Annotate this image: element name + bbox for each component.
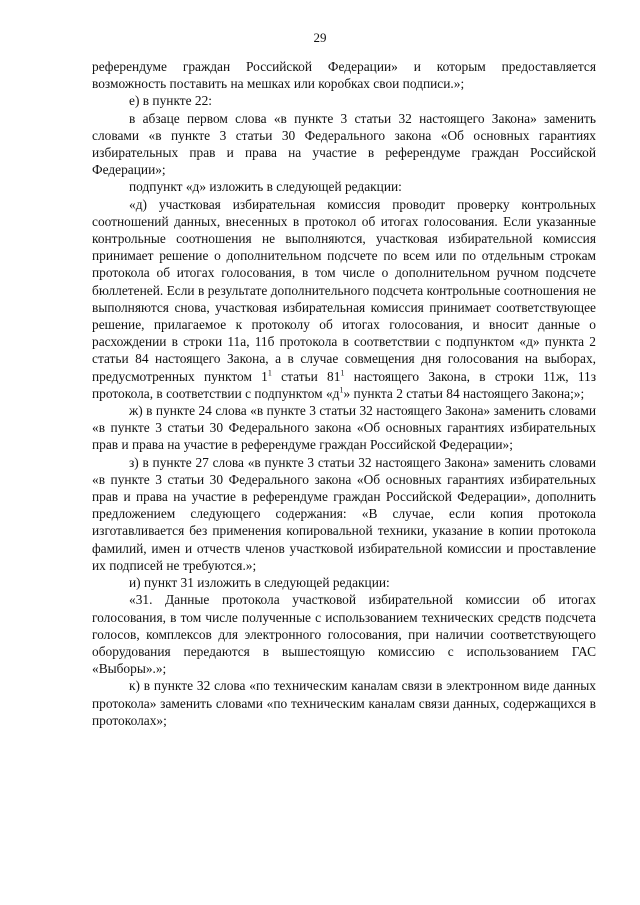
superscript: 1 (340, 368, 345, 378)
paragraph (92, 591, 596, 677)
paragraph (92, 92, 596, 109)
text-run: и) пункт 31 изложить в следующей редакции: (129, 575, 390, 591)
superscript: 1 (267, 368, 272, 378)
text-run: «д) участковая избирательная комиссия проводит проверку контрольных соотношений данных, внесенных в протокол об итогах голосования. Если указанные контрольные соотношения не выполняются, участковая избирательной комиссия принимает решение о дополнительном подсчете по всем или по отдельным строкам протокола об итогах голосования, в том числе о дополнительном ручном подсчете бюллетеней. Если в результате дополнительного подсчета контрольные соотношения не выполняются снова, участковая избирательная комиссия принимает соответствующее решение, прилагаемое к протоколу об итогах голосования, и вносит данные о расхождении в строки 11а, 11б протокола в соответствии с подпунктом «д» пункта 2 статьи 84 настоящего Закона, а в случае совмещения дня голосования на выборах, предусмотренных пунктом 1 (92, 196, 596, 384)
text-run: ж) в пункте 24 слова «в пункте 3 статьи 32 настоящего Закона» заменить словами «в пункте 3 статьи 30 Федерального закона «Об основных гарантиях избирательных прав и права на участие в референдуме граждан Российской Федерации»; (92, 403, 596, 453)
text-run: «31. Данные протокола участковой избирательной комиссии об итогах голосования, в том числе полученные с использованием технических средств подсчета голосов, комплексов для электронного голосования, при наличии соответствующего оборудования передаются в вышестоящую комиссию с использованием ГАС «Выборы».»; (92, 592, 596, 677)
paragraph (92, 178, 596, 195)
text-run: з) в пункте 27 слова «в пункте 3 статьи 32 настоящего Закона» заменить словами «в пункте 3 статьи 30 Федерального закона «Об основных гарантиях избирательных прав и права на участие в референдуме граждан Российской Федерации», дополнить предложением следующего содержания: «В случае, если копия протокола изготавливается без применения копировальной техники, указание в копии протокола фамилий, имен и отчеств членов участковой избирательной комиссии и проставление их подписей не требуются.»; (92, 454, 596, 573)
text-run: к) в пункте 32 слова «по техническим каналам связи в электронном виде данных протокола» заменить словами «по техническим каналам связи данных, содержащихся в протоколах»; (92, 678, 596, 728)
superscript: 1 (339, 385, 344, 395)
text-run: в абзаце первом слова «в пункте 3 статьи 32 настоящего Закона» заменить словами «в пункте 3 статьи 30 Федерального закона «Об основных гарантиях избирательных прав и права на участие в референдуме граждан Российской Федерации»; (92, 110, 596, 178)
text-run: статьи 81 (271, 368, 341, 384)
paragraph (92, 110, 596, 179)
text-run: подпункт «д» изложить в следующей редакции: (129, 179, 402, 195)
page-number: 29 (313, 30, 327, 45)
paragraph (92, 196, 596, 402)
text-run: референдуме граждан Российской Федерации» и которым предоставляется возможность поставить на мешках или коробках свои подписи.»; (92, 59, 596, 92)
paragraph (92, 454, 596, 574)
paragraph (92, 402, 596, 454)
document-body (92, 58, 596, 729)
text-run: настоящего Закона, в строки 11ж, 11з протокола, в соответствии с подпунктом «д (92, 368, 596, 401)
text-run: е) в пункте 22: (129, 93, 213, 109)
paragraph (92, 574, 596, 591)
text-run: » пункта 2 статьи 84 настоящего Закона;»; (343, 385, 585, 401)
paragraph (92, 58, 596, 92)
paragraph (92, 677, 596, 729)
